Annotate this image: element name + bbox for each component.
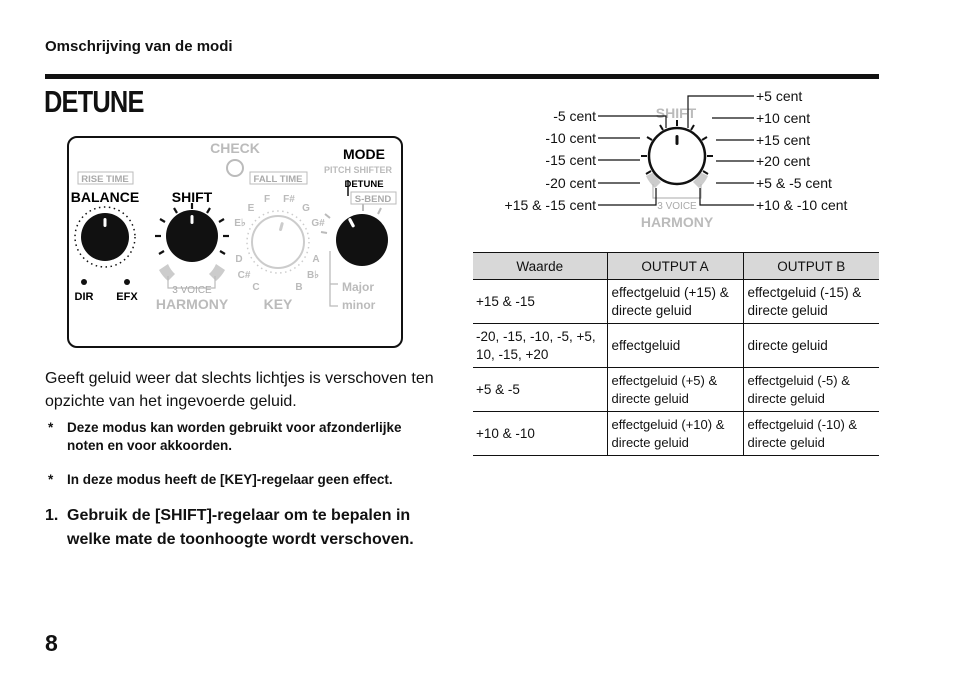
- table-header-row: [473, 253, 879, 280]
- table-row: [473, 412, 879, 456]
- header-rule: [45, 74, 879, 79]
- rise-time-label: RISE TIME: [81, 174, 129, 185]
- minor-label: minor: [342, 298, 376, 312]
- table-cell: effectgeluid (-15) & directe geluid: [743, 280, 879, 324]
- note-2-mark: *: [48, 472, 54, 487]
- table-cell: +10 & -10: [473, 412, 607, 456]
- left-label-2: -10 cent: [545, 130, 596, 146]
- key-f: F: [263, 194, 271, 205]
- right-label-4: +20 cent: [756, 153, 811, 169]
- key-fs: F#: [283, 194, 295, 205]
- key-d: D: [235, 254, 243, 265]
- table-header: OUTPUT A: [607, 253, 743, 280]
- note-1-text: Deze modus kan worden gebruikt voor afzonderlijke noten en voor akkoorden.: [67, 420, 402, 453]
- right-label-2: +10 cent: [756, 110, 811, 126]
- check-led: [227, 160, 243, 176]
- page-number: 8: [45, 630, 58, 656]
- key-eb: E♭: [234, 218, 246, 229]
- note-2-text: In deze modus heeft de [KEY]-regelaar geen effect.: [67, 472, 393, 487]
- table-row: [473, 280, 879, 324]
- mode-description: Geeft geluid weer dat slechts lichtjes is verschoven ten opzichte van het ingevoerde geluid.: [45, 370, 434, 410]
- key-a: A: [312, 254, 320, 265]
- left-label-1: -5 cent: [553, 108, 596, 124]
- key-c: C: [252, 282, 260, 293]
- left-label-5: +15 & -15 cent: [504, 197, 596, 213]
- table-cell: +5 & -5: [473, 368, 607, 412]
- note-1-mark: *: [48, 420, 54, 435]
- table-cell: effectgeluid (+10) & directe geluid: [607, 412, 743, 456]
- s-bend-label: S-BEND: [354, 194, 392, 205]
- shift-label: SHIFT: [171, 189, 213, 205]
- table-cell: effectgeluid (+5) & directe geluid: [607, 368, 743, 412]
- right-label-1: +5 cent: [756, 88, 803, 104]
- table-cell: directe geluid: [743, 324, 879, 368]
- key-g: G: [302, 203, 310, 214]
- diagram-harmony: HARMONY: [640, 214, 714, 230]
- diagram-shift-label: SHIFT: [655, 105, 697, 121]
- diagram-three-voice: 3 VOICE: [657, 201, 697, 212]
- efx-label: EFX: [116, 291, 138, 303]
- right-label-6: +10 & -10 cent: [756, 197, 848, 213]
- step-number: 1.: [45, 507, 59, 524]
- detune-label: DETUNE: [344, 179, 384, 190]
- table-cell: +15 & -15: [473, 280, 607, 324]
- section-header: Omschrijving van de modi: [45, 38, 233, 55]
- diagram-shift-knob: [649, 128, 705, 184]
- pitch-shifter-label: PITCH SHIFTER: [323, 165, 393, 175]
- balance-label: BALANCE: [70, 189, 140, 205]
- table-row: [473, 324, 879, 368]
- left-label-3: -15 cent: [545, 152, 596, 168]
- fall-time-label: FALL TIME: [253, 174, 303, 185]
- check-label: CHECK: [210, 140, 260, 156]
- key-cs: C#: [237, 270, 251, 281]
- key-label: KEY: [263, 296, 293, 312]
- page-title: DETUNE: [44, 84, 144, 119]
- key-bb: B♭: [307, 270, 319, 281]
- key-e: E: [247, 203, 255, 214]
- key-b: B: [295, 282, 303, 293]
- table-cell: effectgeluid: [607, 324, 743, 368]
- mode-knob[interactable]: [336, 214, 388, 266]
- output-table: [473, 252, 879, 456]
- harmony-label: HARMONY: [155, 296, 229, 312]
- mode-label: MODE: [343, 146, 385, 162]
- table-cell: effectgeluid (-5) & directe geluid: [743, 368, 879, 412]
- right-label-5: +5 & -5 cent: [756, 175, 832, 191]
- table-row: [473, 368, 879, 412]
- major-label: Major: [342, 280, 375, 294]
- three-voice-label: 3 VOICE: [172, 285, 212, 296]
- step-text: Gebruik de [SHIFT]-regelaar om te bepalen in welke mate de toonhoogte wordt verschoven.: [67, 507, 414, 548]
- shift-knob[interactable]: [166, 210, 218, 262]
- table-cell: effectgeluid (-10) & directe geluid: [743, 412, 879, 456]
- left-label-4: -20 cent: [545, 175, 596, 191]
- table-header: Waarde: [473, 253, 607, 280]
- table-header: OUTPUT B: [743, 253, 879, 280]
- table-cell: effectgeluid (+15) & directe geluid: [607, 280, 743, 324]
- key-gs: G#: [311, 218, 325, 229]
- right-label-3: +15 cent: [756, 132, 811, 148]
- dir-label: DIR: [74, 291, 94, 303]
- control-panel-illustration: [67, 136, 403, 348]
- table-cell: -20, -15, -10, -5, +5, 10, -15, +20: [473, 324, 607, 368]
- shift-knob-diagram: [490, 84, 880, 236]
